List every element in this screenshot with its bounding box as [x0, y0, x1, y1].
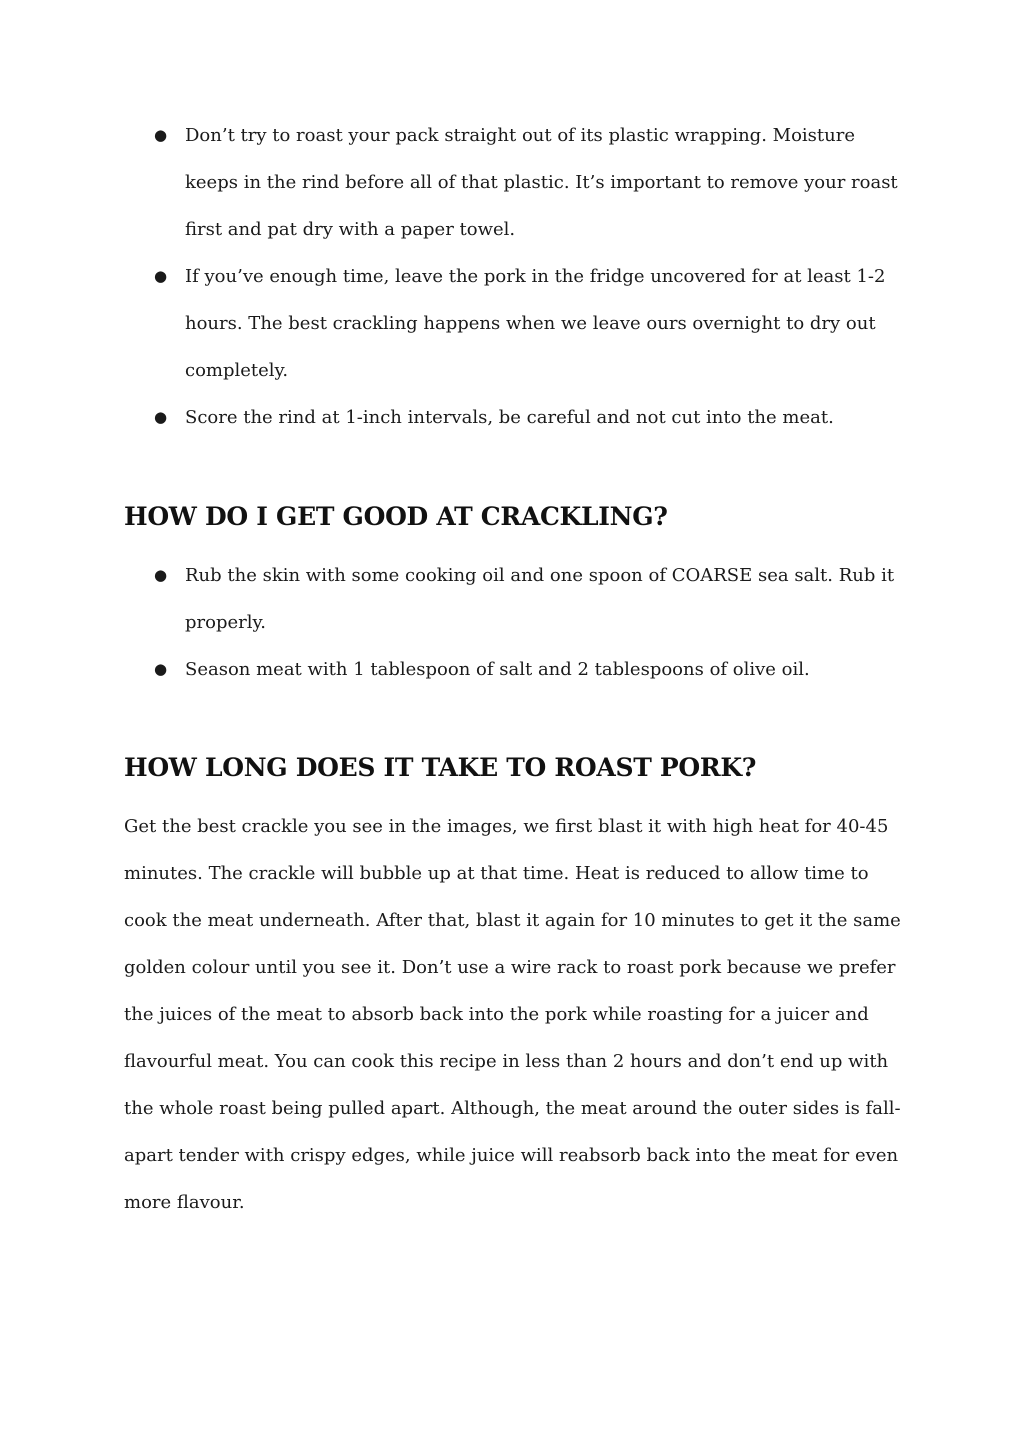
- bullet-icon: ●: [154, 126, 168, 144]
- crackling-heading: HOW DO I GET GOOD AT CRACKLING?: [124, 502, 668, 531]
- list-item-text: Score the rind at 1-inch intervals, be careful and not cut into the meat.: [185, 407, 834, 428]
- list-item-text: Don’t try to roast your pack straight out of its plastic wrapping. Moisture keeps in the rind before all of that plastic. It’s important to remove your roast first and pat dry with a paper towel.: [185, 125, 898, 240]
- list-item-text: Rub the skin with some cooking oil and one spoon of COARSE sea salt. Rub it properly.: [185, 565, 895, 633]
- prep-tips-list: [154, 112, 904, 441]
- bullet-icon: ●: [154, 660, 168, 678]
- list-item-text: Season meat with 1 tablespoon of salt and 2 tablespoons of olive oil.: [185, 659, 810, 680]
- list-item-text: If you’ve enough time, leave the pork in the fridge uncovered for at least 1-2 hours. The best crackling happens when we leave ours overnight to dry out completely.: [185, 266, 886, 381]
- roast-time-heading: HOW LONG DOES IT TAKE TO ROAST PORK?: [124, 753, 757, 782]
- list-item: [154, 253, 904, 394]
- list-item: [154, 394, 904, 441]
- list-item: [154, 646, 904, 693]
- roast-time-paragraph: Get the best crackle you see in the images, we first blast it with high heat for 40-45 minutes. The crackle will bubble up at that time. Heat is reduced to allow time to cook the meat underneath. After that, blast it again for 10 minutes to get it the same golden colour until you see it. Don’t use a wire rack to roast pork because we prefer the juices of the meat to absorb back into the pork while roasting for a juicer and flavourful meat. You can cook this recipe in less than 2 hours and don’t end up with the whole roast being pulled apart. Although, the meat around the outer sides is fall-apart tender with crispy edges, while juice will reabsorb back into the meat for even more flavour.: [124, 816, 901, 1213]
- list-item: [154, 112, 904, 253]
- list-item: [154, 552, 904, 646]
- bullet-icon: ●: [154, 408, 168, 426]
- bullet-icon: ●: [154, 267, 168, 285]
- bullet-icon: ●: [154, 566, 168, 584]
- crackling-tips-list: [154, 552, 904, 693]
